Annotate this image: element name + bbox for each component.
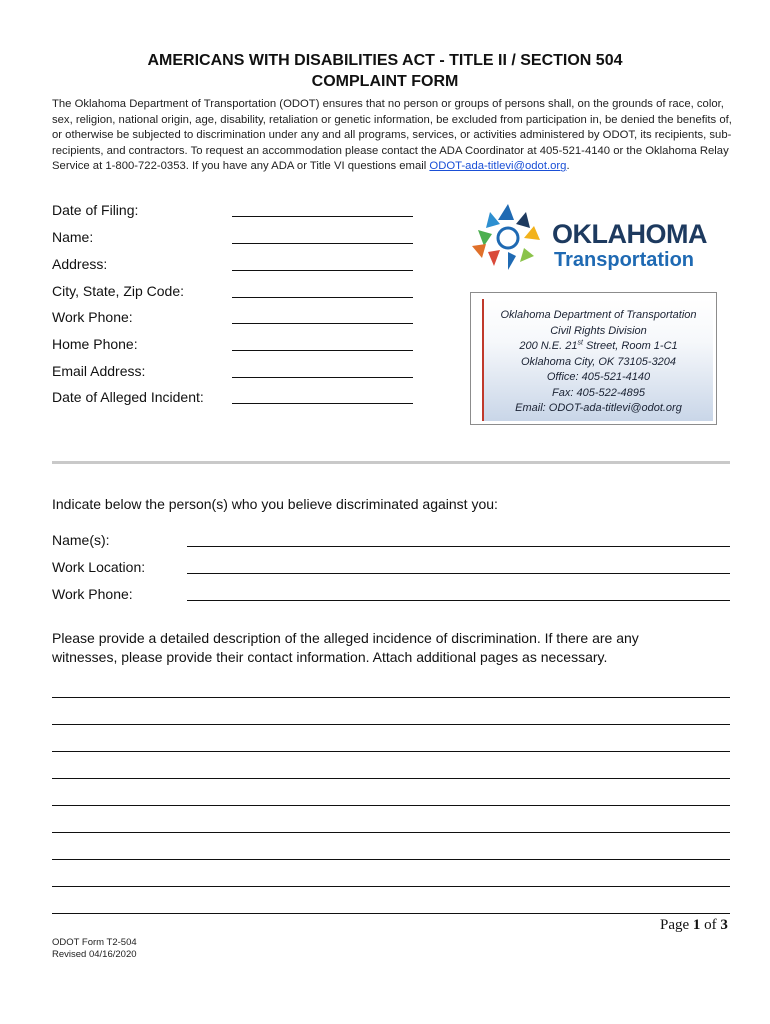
city-state-zip-line[interactable] xyxy=(232,297,413,298)
star-logo-icon xyxy=(468,198,548,278)
field-label-address: Address: xyxy=(52,256,108,272)
home-phone-line[interactable] xyxy=(232,350,413,351)
date-of-filing-line[interactable] xyxy=(232,216,413,217)
field-label-email: Email Address: xyxy=(52,363,146,379)
address-office: Office: 405-521-4140 xyxy=(546,371,651,383)
names-line[interactable] xyxy=(187,546,730,547)
address-line[interactable] xyxy=(232,270,413,271)
field-label-date-of-filing: Date of Filing: xyxy=(52,202,139,218)
name-line[interactable] xyxy=(232,243,413,244)
form-title: AMERICANS WITH DISABILITIES ACT - TITLE II / SECTION 504 xyxy=(147,52,623,69)
field-label-names: Name(s): xyxy=(52,532,110,548)
intro-end: . xyxy=(566,160,570,173)
description-instructions-1: Please provide a detailed description of the alleged incidence of discrimination. If there are any xyxy=(52,630,639,646)
description-line[interactable] xyxy=(52,697,730,698)
address-street: 200 N.E. 21st Street, Room 1-C1 xyxy=(519,339,678,352)
email-line[interactable] xyxy=(232,377,413,378)
address-org: Oklahoma Department of Transportation xyxy=(500,309,697,321)
description-line[interactable] xyxy=(52,832,730,833)
field-label-work-location: Work Location: xyxy=(52,559,146,575)
address-email: Email: ODOT-ada-titlevi@odot.org xyxy=(515,402,682,414)
form-footer xyxy=(52,937,137,961)
description-line[interactable] xyxy=(52,886,730,887)
form-number: ODOT Form T2-504 xyxy=(52,937,137,948)
description-line[interactable] xyxy=(52,859,730,860)
field-label-date-of-incident: Date of Alleged Incident: xyxy=(52,389,204,405)
description-line[interactable] xyxy=(52,724,730,725)
field-label-respondent-work-phone: Work Phone: xyxy=(52,586,133,602)
field-label-work-phone: Work Phone: xyxy=(52,309,133,325)
description-line[interactable] xyxy=(52,751,730,752)
address-fax: Fax: 405-522-4895 xyxy=(552,386,645,399)
contact-address-content xyxy=(482,299,713,421)
logo-text-oklahoma: OKLAHOMA xyxy=(552,219,707,249)
description-line[interactable] xyxy=(52,805,730,806)
description-line[interactable] xyxy=(52,778,730,779)
logo-text-transportation: Transportation xyxy=(554,249,695,271)
form-revised-date: Revised 04/16/2020 xyxy=(52,949,137,960)
field-label-name: Name: xyxy=(52,229,94,245)
intro-text: The Oklahoma Department of Transportation (ODOT) ensures that no person or groups of persons shall, on the grounds of race, color, sex, religion, national origin, age, disability, retaliation or genetic information, be excluded from participation in, be denied the benefits of, or otherwise be subjected to discrimination under any and all programs, services, or activities administered by ODOT, its recipients, sub-recipients, and contractors. To request an accommodation please contact the ADA Coordinator at 405-521-4140 or the Oklahoma Relay Service at 1-800-722-0353. If you have any ADA or Title VI questions email xyxy=(52,98,732,173)
form-subtitle: COMPLAINT FORM xyxy=(311,73,459,90)
contact-address-box xyxy=(470,292,717,425)
address-division: Civil Rights Division xyxy=(550,324,647,337)
section-divider xyxy=(52,461,730,464)
intro-paragraph xyxy=(52,97,734,175)
address-city: Oklahoma City, OK 73105-3204 xyxy=(520,355,677,368)
respondent-work-phone-line[interactable] xyxy=(187,600,730,601)
date-of-incident-line[interactable] xyxy=(232,403,413,404)
work-phone-line[interactable] xyxy=(232,323,413,324)
section2-intro: Indicate below the person(s) who you believe discriminated against you: xyxy=(52,496,498,512)
description-instructions-2: witnesses, please provide their contact information. Attach additional pages as necessary. xyxy=(52,649,608,665)
page-number: Page 1 of 3 xyxy=(660,917,728,933)
field-label-home-phone: Home Phone: xyxy=(52,336,138,352)
field-label-city-state-zip: City, State, Zip Code: xyxy=(52,283,185,299)
work-location-line[interactable] xyxy=(187,573,730,574)
intro-email-link[interactable]: ODOT-ada-titlevi@odot.org xyxy=(429,160,567,173)
description-line[interactable] xyxy=(52,913,730,914)
